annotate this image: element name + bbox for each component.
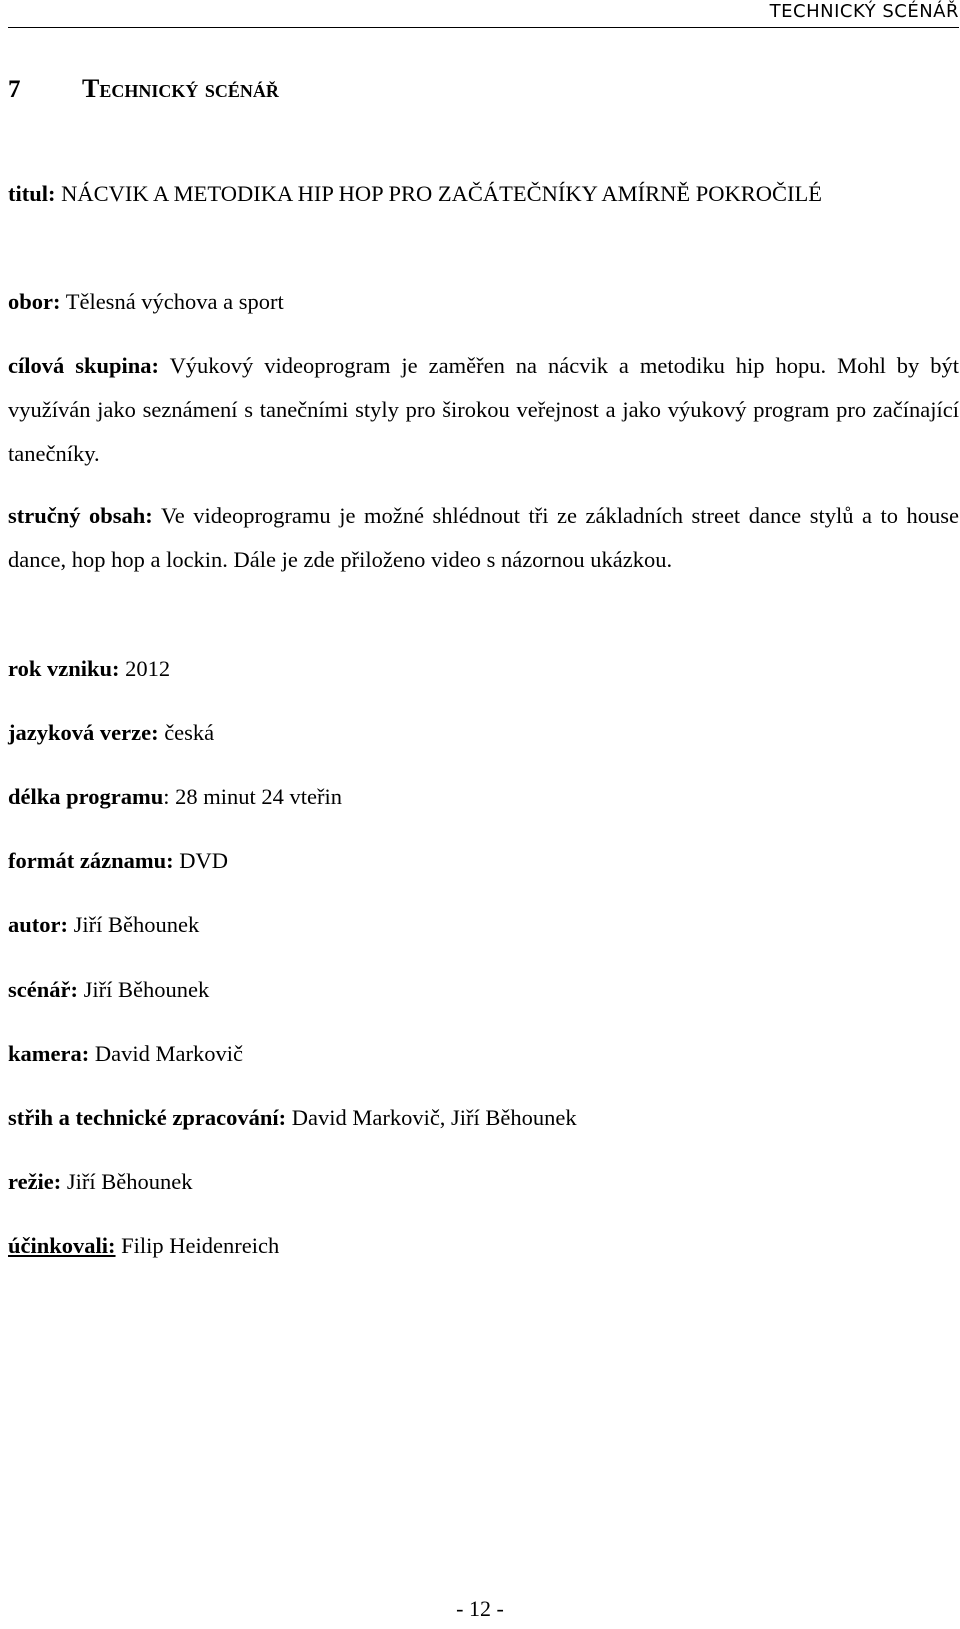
- field-kamera: [8, 1032, 959, 1076]
- field-value: Jiří Běhounek: [73, 912, 200, 937]
- field-label: účinkovali:: [8, 1233, 116, 1258]
- field-titul: [8, 172, 959, 216]
- field-label: titul:: [8, 181, 56, 206]
- field-value: 2012: [125, 656, 171, 681]
- field-strih: [8, 1096, 959, 1140]
- field-value: Filip Heidenreich: [121, 1233, 280, 1258]
- chapter-title: Technický scénář: [82, 74, 279, 103]
- field-value: NÁCVIK A METODIKA HIP HOP PRO ZAČÁTEČNÍKY AMÍRNĚ POKROČILÉ: [61, 181, 822, 206]
- field-label: autor:: [8, 912, 68, 937]
- field-obor: [8, 280, 959, 324]
- field-label: scénář:: [8, 977, 78, 1002]
- running-header: [8, 0, 959, 28]
- field-scenar: [8, 968, 959, 1012]
- chapter-heading: [8, 70, 279, 109]
- field-label: cílová skupina:: [8, 353, 159, 378]
- field-value: Jiří Běhounek: [83, 977, 210, 1002]
- field-rezie: [8, 1160, 959, 1204]
- field-label: obor:: [8, 289, 61, 314]
- field-label: formát záznamu:: [8, 848, 174, 873]
- field-ucinkovali: [8, 1224, 959, 1268]
- field-label: režie:: [8, 1169, 62, 1194]
- field-value: Ve videoprogramu je možné shlédnout tři ze základních street dance stylů a to house dance, hop hop a lockin. Dále je zde přiloženo video s názornou ukázkou.: [8, 503, 960, 572]
- field-rok-vzniku: [8, 647, 959, 691]
- field-value: DVD: [179, 848, 228, 873]
- field-value: David Markovič: [94, 1041, 243, 1066]
- field-autor: [8, 903, 959, 947]
- field-value: : 28 minut 24 vteřin: [163, 784, 342, 809]
- field-value: Výukový videoprogram je zaměřen na nácvik a metodiku hip hopu. Mohl by být využíván jako seznámení s tanečními styly pro širokou veřejnost a jako výukový program pro začínající tanečníky.: [8, 353, 960, 466]
- field-value: Tělesná výchova a sport: [65, 289, 284, 314]
- field-label: kamera:: [8, 1041, 90, 1066]
- field-label: střih a technické zpracování:: [8, 1105, 287, 1130]
- field-strucny-obsah: [8, 494, 959, 582]
- running-header-text: TECHNICKÝ SCÉNÁŘ: [769, 1, 959, 22]
- field-value: Jiří Běhounek: [66, 1169, 193, 1194]
- field-label: rok vzniku:: [8, 656, 120, 681]
- field-format-zaznamu: [8, 839, 959, 883]
- page-number: - 12 -: [456, 1596, 504, 1621]
- field-value: česká: [164, 720, 215, 745]
- field-label: stručný obsah:: [8, 503, 153, 528]
- field-label: jazyková verze:: [8, 720, 159, 745]
- chapter-number: 7: [8, 76, 21, 103]
- field-value: David Markovič, Jiří Běhounek: [291, 1105, 577, 1130]
- field-jazykova-verze: [8, 711, 959, 755]
- field-cilova-skupina: [8, 344, 959, 476]
- field-delka-programu: [8, 775, 959, 819]
- field-label: délka programu: [8, 784, 164, 809]
